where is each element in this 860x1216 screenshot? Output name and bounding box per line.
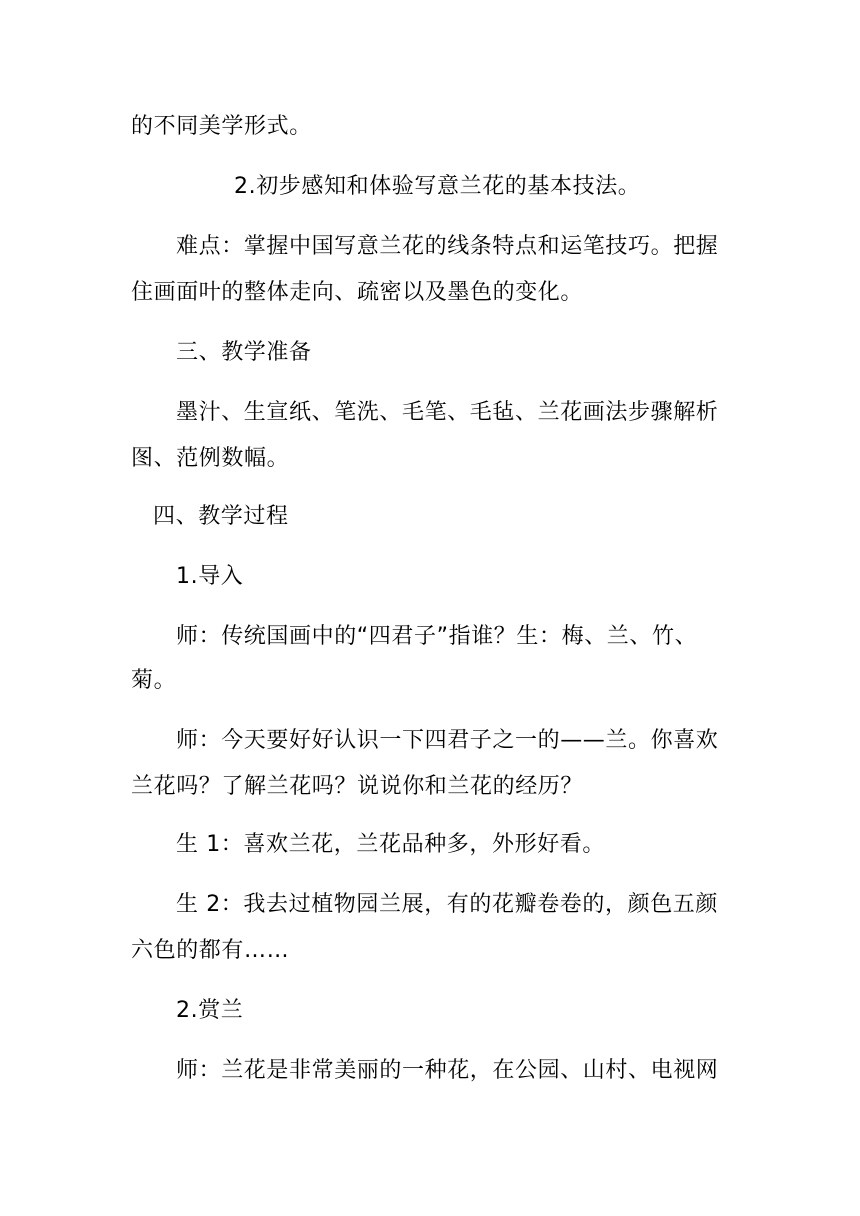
subheading-appreciation: 2.赏兰 xyxy=(176,998,244,1023)
section-heading-preparation: 三、教学准备 xyxy=(176,340,312,365)
text-line-dialogue-2-cont: 兰花吗？了解兰花吗？说说你和兰花的经历？ xyxy=(131,774,584,799)
text-line-dialogue-1: 师：传统国画中的“四君子”指谁？生：梅、兰、竹、 xyxy=(176,624,698,649)
text-line-difficulty-cont: 住画面叶的整体走向、疏密以及墨色的变化。 xyxy=(131,280,584,305)
text-line-student-1: 生 1：喜欢兰花，兰花品种多，外形好看。 xyxy=(176,832,605,857)
text-line-teacher: 师：兰花是非常美丽的一种花，在公园、山村、电视网 xyxy=(176,1058,719,1083)
subheading-introduction: 1.导入 xyxy=(176,564,244,589)
text-line-dialogue-2: 师：今天要好好认识一下四君子之一的——兰。你喜欢 xyxy=(176,728,719,753)
text-line-materials-cont: 图、范例数幅。 xyxy=(131,446,290,471)
text-line-materials: 墨汁、生宣纸、笔洗、毛笔、毛毡、兰花画法步骤解析 xyxy=(176,400,719,425)
text-line-dialogue-1-cont: 菊。 xyxy=(131,668,177,693)
text-line-student-2-cont: 六色的都有…… xyxy=(131,938,290,963)
text-line-student-2: 生 2：我去过植物园兰展，有的花瓣卷卷的，颜色五颜 xyxy=(176,892,718,917)
section-heading-process: 四、教学过程 xyxy=(153,504,289,529)
text-line-objective-2: 2.初步感知和体验写意兰花的基本技法。 xyxy=(234,174,641,199)
text-line-continuation: 的不同美学形式。 xyxy=(131,114,312,139)
text-line-difficulty: 难点：掌握中国写意兰花的线条特点和运笔技巧。把握 xyxy=(176,234,719,259)
